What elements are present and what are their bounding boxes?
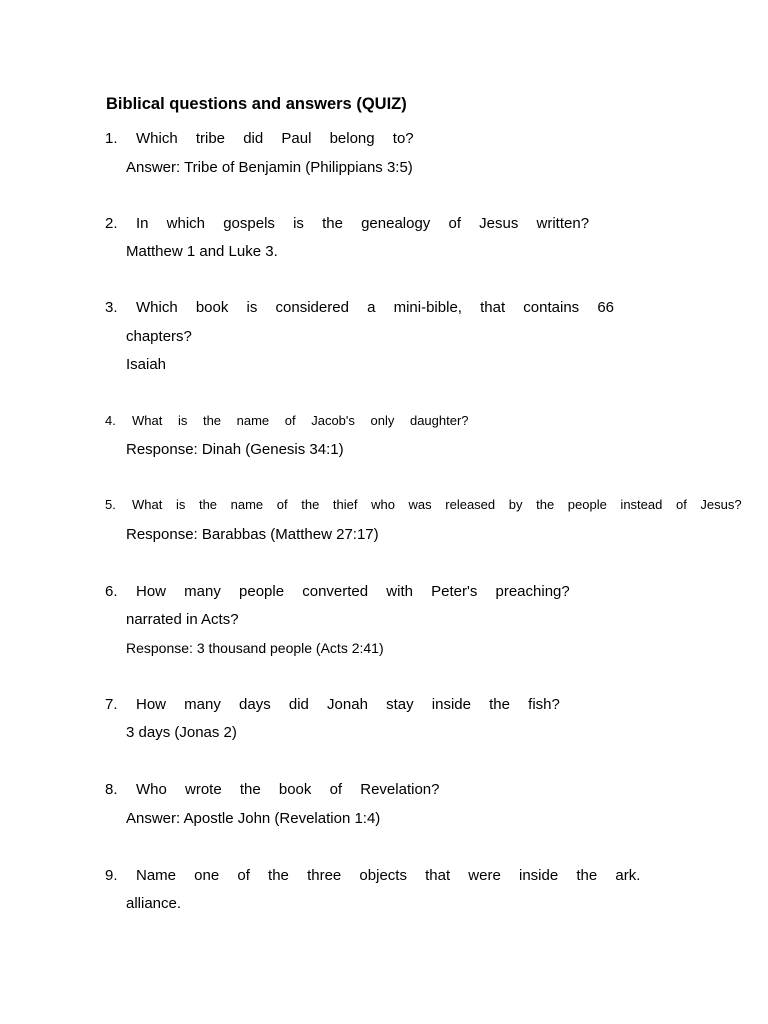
question-number: 7.	[105, 696, 118, 713]
question-text: How many days did Jonah stay inside the fish?	[136, 696, 560, 713]
answer-line: Matthew 1 and Luke 3.	[126, 243, 278, 260]
answer-line: Isaiah	[126, 356, 167, 373]
question-text: Which book is considered a mini-bible, that contains 66	[136, 299, 615, 316]
question-number: 2.	[105, 215, 118, 232]
question-number: 1.	[105, 130, 118, 147]
question-text: Which tribe did Paul belong to?	[136, 130, 414, 147]
question-number: 9.	[105, 867, 118, 884]
question-text: How many people converted with Peter's preaching?	[136, 583, 570, 600]
question-text: In which gospels is the genealogy of Jesus written?	[136, 215, 590, 232]
answer-line: 3 days (Jonas 2)	[126, 724, 237, 741]
question-number: 4.	[105, 413, 116, 428]
answer-line: alliance.	[126, 895, 182, 912]
answer-line: Response: 3 thousand people (Acts 2:41)	[126, 640, 384, 656]
question-number: 5.	[105, 497, 116, 512]
question-text: What is the name of Jacob's only daughter?	[132, 413, 469, 428]
answer-line: Response: Barabbas (Matthew 27:17)	[126, 526, 379, 543]
answer-line: narrated in Acts?	[126, 611, 239, 628]
question-number: 6.	[105, 583, 118, 600]
answer-line: Response: Dinah (Genesis 34:1)	[126, 441, 344, 458]
answer-line: Answer: Apostle John (Revelation 1:4)	[126, 810, 381, 827]
question-number: 3.	[105, 299, 118, 316]
question-number: 8.	[105, 781, 118, 798]
answer-line: Answer: Tribe of Benjamin (Philippians 3:5)	[126, 159, 413, 176]
page-title: Biblical questions and answers (QUIZ)	[106, 95, 407, 113]
question-text: Who wrote the book of Revelation?	[136, 781, 440, 798]
question-text: Name one of the three objects that were inside the ark.	[136, 867, 641, 884]
question-text: What is the name of the thief who was released by the people instead of Jesus?	[132, 497, 742, 512]
answer-line: chapters?	[126, 328, 192, 345]
